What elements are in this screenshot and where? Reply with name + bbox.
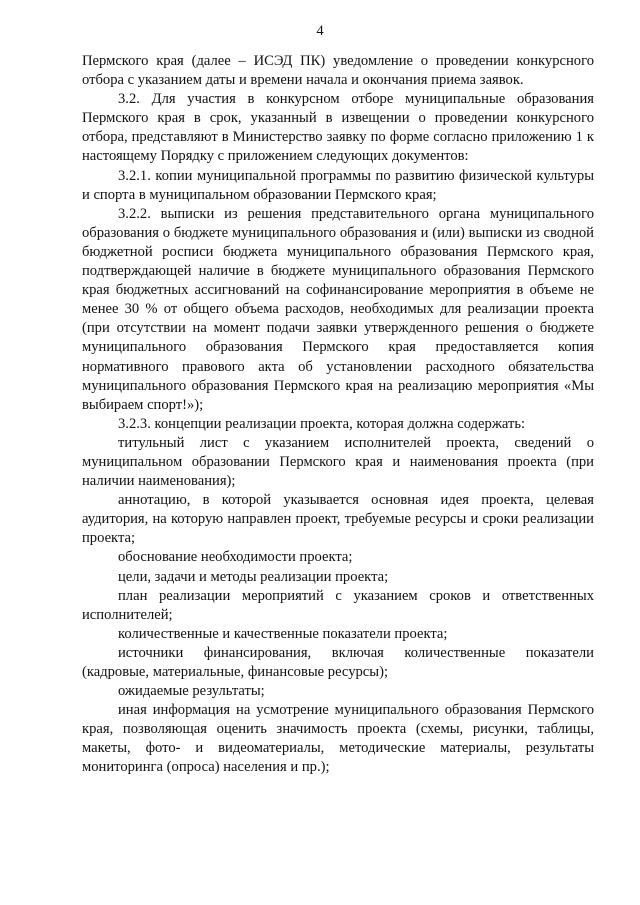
document-body — [82, 52, 594, 778]
paragraph-3-2-3: 3.2.3. концепции реализации проекта, которая должна содержать: — [118, 415, 526, 432]
page-number: 4 — [316, 23, 324, 39]
list-item-indicators: количественные и качественные показатели проекта; — [118, 625, 448, 642]
paragraph-3-2-2: 3.2.2. выписки из решения представительного органа муниципального образования о бюджете муниципального образования и (или) выписки из сводной бюджетной росписи бюджета муниципального образования Пермского края, подтверждающей наличие в бюджете муниципального образования Пермского края бюджетных ассигнований на софинансирование мероприятия в объеме не менее 30 % от общего объема расходов, необходимых для реализации проекта (при отсутствии на момент подачи заявки утвержденного решения о бюджете муниципального образования Пермского края предоставляется копия нормативного правового акта об установлении расходного обязательства муниципального образования Пермского края на реализацию мероприятия «Мы выбираем спорт!»); — [82, 205, 594, 413]
paragraph-3-2: 3.2. Для участия в конкурсном отборе муниципальные образования Пермского края в срок, указанный в извещении о проведении конкурсного отбора, представляют в Министерство заявку по форме согласно приложению 1 к настоящему Порядку с приложением следующих документов: — [82, 91, 594, 165]
paragraph-3-2-1: 3.2.1. копии муниципальной программы по развитию физической культуры и спорта в муниципальном образовании Пермского края; — [82, 167, 594, 203]
paragraph-notice-continuation: Пермского края (далее – ИСЭД ПК) уведомление о проведении конкурсного отбора с указанием даты и времени начала и окончания приема заявок. — [82, 53, 594, 89]
list-item-goals: цели, задачи и методы реализации проекта; — [118, 568, 389, 585]
list-item-funding: источники финансирования, включая количественные показатели (кадровые, материальные, финансовые ресурсы); — [82, 644, 594, 680]
list-item-other-information: иная информация на усмотрение муниципального образования Пермского края, позволяющая оценить значимость проекта (схемы, рисунки, таблицы, макеты, фото- и видеоматериалы, методические материалы, результаты мониторинга (опроса) населения и пр.); — [82, 702, 594, 776]
list-item-annotation: аннотацию, в которой указывается основная идея проекта, целевая аудитория, на которую направлен проект, требуемые ресурсы и сроки реализации проекта; — [82, 492, 594, 547]
list-item-title-page: титульный лист с указанием исполнителей проекта, сведений о муниципальном образовании Пермского края и наименования проекта (при наличии наименования); — [82, 434, 594, 490]
list-item-plan: план реализации мероприятий с указанием сроков и ответственных исполнителей; — [82, 587, 594, 623]
list-item-justification: обоснование необходимости проекта; — [118, 549, 353, 566]
list-item-expected-results: ожидаемые результаты; — [118, 683, 265, 700]
